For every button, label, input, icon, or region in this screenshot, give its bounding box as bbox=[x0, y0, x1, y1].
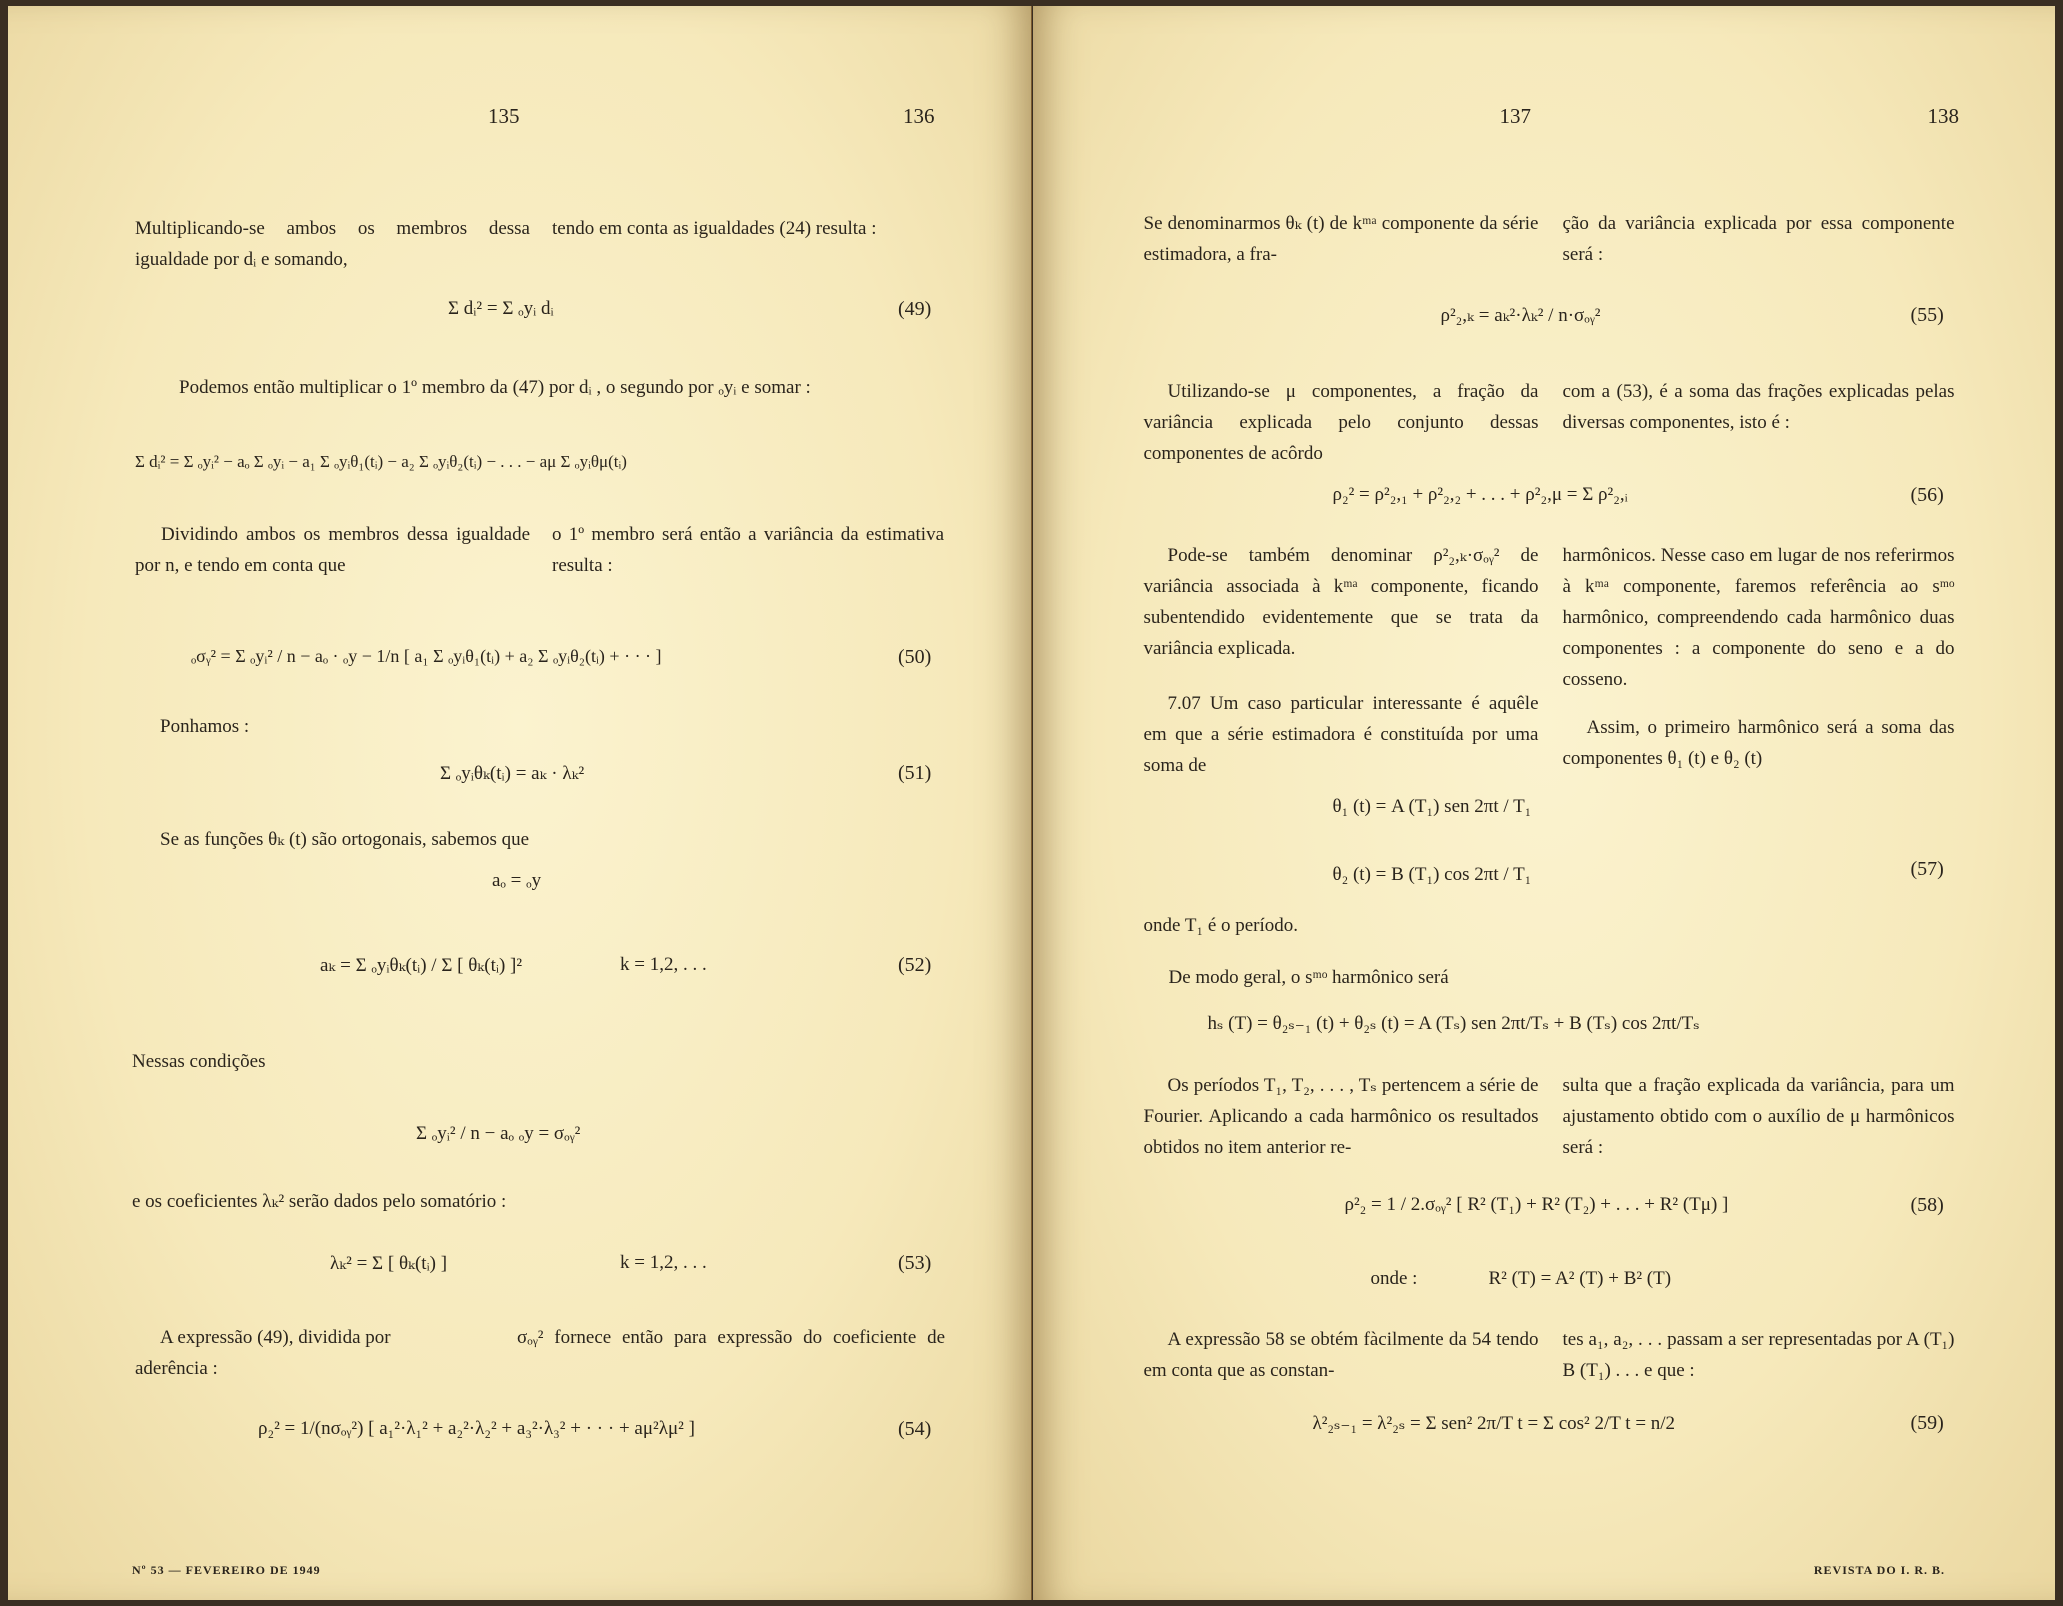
equation-number: (51) bbox=[898, 762, 932, 784]
page-number: 137 bbox=[1499, 104, 1531, 128]
text-line: Se as funções θₖ (t) são ortogonais, sabemos que bbox=[160, 829, 530, 850]
equation-number: (52) bbox=[898, 954, 932, 976]
equation-number: (50) bbox=[898, 646, 932, 668]
paragraph: harmônicos. Nesse caso em lugar de nos referirmos à kᵐᵃ componente, faremos referência ao sᵐᵒ harmônico, compreendendo cada harmônico duas componentes : a componente do seno e a do cosseno. bbox=[1562, 545, 1955, 690]
right-page bbox=[1033, 6, 2056, 1600]
paragraph: Assim, o primeiro harmônico será a soma das componentes θ₁ (t) e θ₂ (t) bbox=[1562, 717, 1955, 769]
equation: R² (T) = A² (T) + B² (T) bbox=[1488, 1268, 1672, 1289]
paragraph: A expressão 58 se obtém fàcilmente da 54 tendo em conta que as constan- bbox=[1143, 1329, 1539, 1381]
equation-label: onde : bbox=[1370, 1268, 1418, 1289]
paragraph: Utilizando-se μ componentes, a fração da variância explicada pelo conjunto dessas componentes de acôrdo bbox=[1143, 381, 1539, 464]
paragraph: Os períodos T₁, T₂, . . . , Tₛ pertencem a série de Fourier. Aplicando a cada harmônico os resultados obtidos no item anterior re- bbox=[1143, 1075, 1539, 1158]
equation: ₒσᵧ² = Σ ₒyᵢ² / n − aₒ · ₒy − 1/n [ a₁ Σ ₒyᵢθ₁(tᵢ) + a₂ Σ ₒyᵢθ₂(tᵢ) + · · · ] bbox=[191, 646, 662, 666]
paragraph: Multiplicando-se ambos os membros dessa igualdade por dᵢ e somando, bbox=[135, 218, 530, 270]
text-line: Nessas condições bbox=[132, 1051, 266, 1072]
equation: aₖ = Σ ₒyᵢθₖ(tᵢ) / Σ [ θₖ(tᵢ) ]² bbox=[320, 955, 523, 976]
paragraph: Dividindo ambos os membros dessa igualdade por n, e tendo em conta que bbox=[135, 524, 530, 576]
equation-index: k = 1,2, . . . bbox=[620, 1252, 707, 1273]
equation-index: k = 1,2, . . . bbox=[620, 954, 707, 975]
equation-number: (58) bbox=[1910, 1194, 1944, 1216]
paragraph: sulta que a fração explicada da variância, para um ajustamento obtido com o auxílio de μ harmônicos será : bbox=[1562, 1075, 1955, 1158]
paragraph: com a (53), é a soma das frações explicadas pelas diversas componentes, isto é : bbox=[1562, 381, 1955, 433]
text-line: Ponhamos : bbox=[160, 716, 250, 737]
book-gutter bbox=[1031, 6, 1032, 1600]
paragraph: tendo em conta as igualdades (24) resulta : bbox=[552, 218, 877, 239]
text-line: De modo geral, o sᵐᵒ harmônico será bbox=[1168, 967, 1449, 988]
equation: Σ dᵢ² = Σ ₒyᵢ² − aₒ Σ ₒyᵢ − a₁ Σ ₒyᵢθ₁(tᵢ) − a₂ Σ ₒyᵢθ₂(tᵢ) − . . . − aμ Σ ₒyᵢθμ(tᵢ) bbox=[135, 452, 627, 471]
paragraph: 7.07 Um caso particular interessante é aquêle em que a série estimadora é constituída por uma soma de bbox=[1143, 693, 1539, 776]
equation: ρ₂² = ρ²₂,₁ + ρ²₂,₂ + . . . + ρ²₂,μ = Σ ρ²₂,ᵢ bbox=[1332, 484, 1628, 505]
paragraph: ção da variância explicada por essa componente será : bbox=[1562, 213, 1955, 265]
paragraph: σₒᵧ² fornece então para expressão do coeficiente de aderência : bbox=[135, 1327, 945, 1379]
equation: ρ₂² = 1/(nσₒᵧ²) [ a₁²·λ₁² + a₂²·λ₂² + a₃²·λ₃² + · · · + aμ²λμ² ] bbox=[258, 1418, 695, 1439]
equation-number: (49) bbox=[898, 298, 932, 320]
book-spread bbox=[8, 6, 2055, 1600]
equation-number: (57) bbox=[1910, 858, 1944, 880]
equation: Σ ₒyᵢ² / n − aₒ ₒy = σₒᵧ² bbox=[416, 1123, 581, 1144]
equation-number: (56) bbox=[1910, 484, 1944, 506]
page-number: 136 bbox=[903, 104, 935, 128]
equation: hₛ (T) = θ₂ₛ₋₁ (t) + θ₂ₛ (t) = A (Tₛ) sen 2πt/Tₛ + B (Tₛ) cos 2πt/Tₛ bbox=[1207, 1013, 1700, 1034]
paragraph: Se denominarmos θₖ (t) de kᵐᵃ componente da série estimadora, a fra- bbox=[1143, 213, 1539, 265]
text-line: onde T₁ é o período. bbox=[1143, 915, 1299, 936]
page-number: 135 bbox=[488, 104, 520, 128]
equation: λₖ² = Σ [ θₖ(tᵢ) ] bbox=[330, 1253, 448, 1274]
equation-number: (59) bbox=[1910, 1412, 1944, 1434]
equation-number: (53) bbox=[898, 1252, 932, 1274]
page-number: 138 bbox=[1927, 104, 1959, 128]
equation-number: (54) bbox=[898, 1418, 932, 1440]
equation: Σ ₒyᵢθₖ(tᵢ) = aₖ · λₖ² bbox=[440, 763, 585, 784]
equation: θ₂ (t) = B (T₁) cos 2πt / T₁ bbox=[1332, 864, 1532, 885]
equation: ρ²₂ = 1 / 2.σₒᵧ² [ R² (T₁) + R² (T₂) + . . . + R² (Tμ) ] bbox=[1344, 1194, 1729, 1215]
equation: Σ dᵢ² = Σ ₒyᵢ dᵢ bbox=[448, 298, 554, 319]
text-line: e os coeficientes λₖ² serão dados pelo somatório : bbox=[132, 1191, 507, 1212]
equation-number: (55) bbox=[1910, 304, 1944, 326]
text-line: A expressão (49), dividida por bbox=[160, 1327, 391, 1348]
equation: aₒ = ₒy bbox=[492, 870, 542, 891]
left-page bbox=[8, 6, 1031, 1600]
paragraph: tes a₁, a₂, . . . passam a ser representadas por A (T₁) B (T₁) . . . e que : bbox=[1562, 1329, 1955, 1381]
equation: θ₁ (t) = A (T₁) sen 2πt / T₁ bbox=[1332, 796, 1532, 817]
paragraph: o 1º membro será então a variância da estimativa resulta : bbox=[552, 524, 944, 576]
paragraph: Podemos então multiplicar o 1º membro da (47) por dᵢ , o segundo por ₒyᵢ e somar : bbox=[179, 377, 811, 398]
page-footer: Nº 53 — FEVEREIRO DE 1949 bbox=[132, 1563, 321, 1577]
equation: λ²₂ₛ₋₁ = λ²₂ₛ = Σ sen² 2π/T t = Σ cos² 2/T t = n/2 bbox=[1312, 1413, 1676, 1434]
paragraph: Pode-se também denominar ρ²₂,ₖ·σₒᵧ² de variância associada à kᵐᵃ componente, ficando subentendido evidentemente que se trata da variância explicada. bbox=[1143, 545, 1539, 659]
page-footer: REVISTA DO I. R. B. bbox=[1813, 1563, 1945, 1577]
equation: ρ²₂,ₖ = aₖ²·λₖ² / n·σₒᵧ² bbox=[1440, 305, 1601, 326]
